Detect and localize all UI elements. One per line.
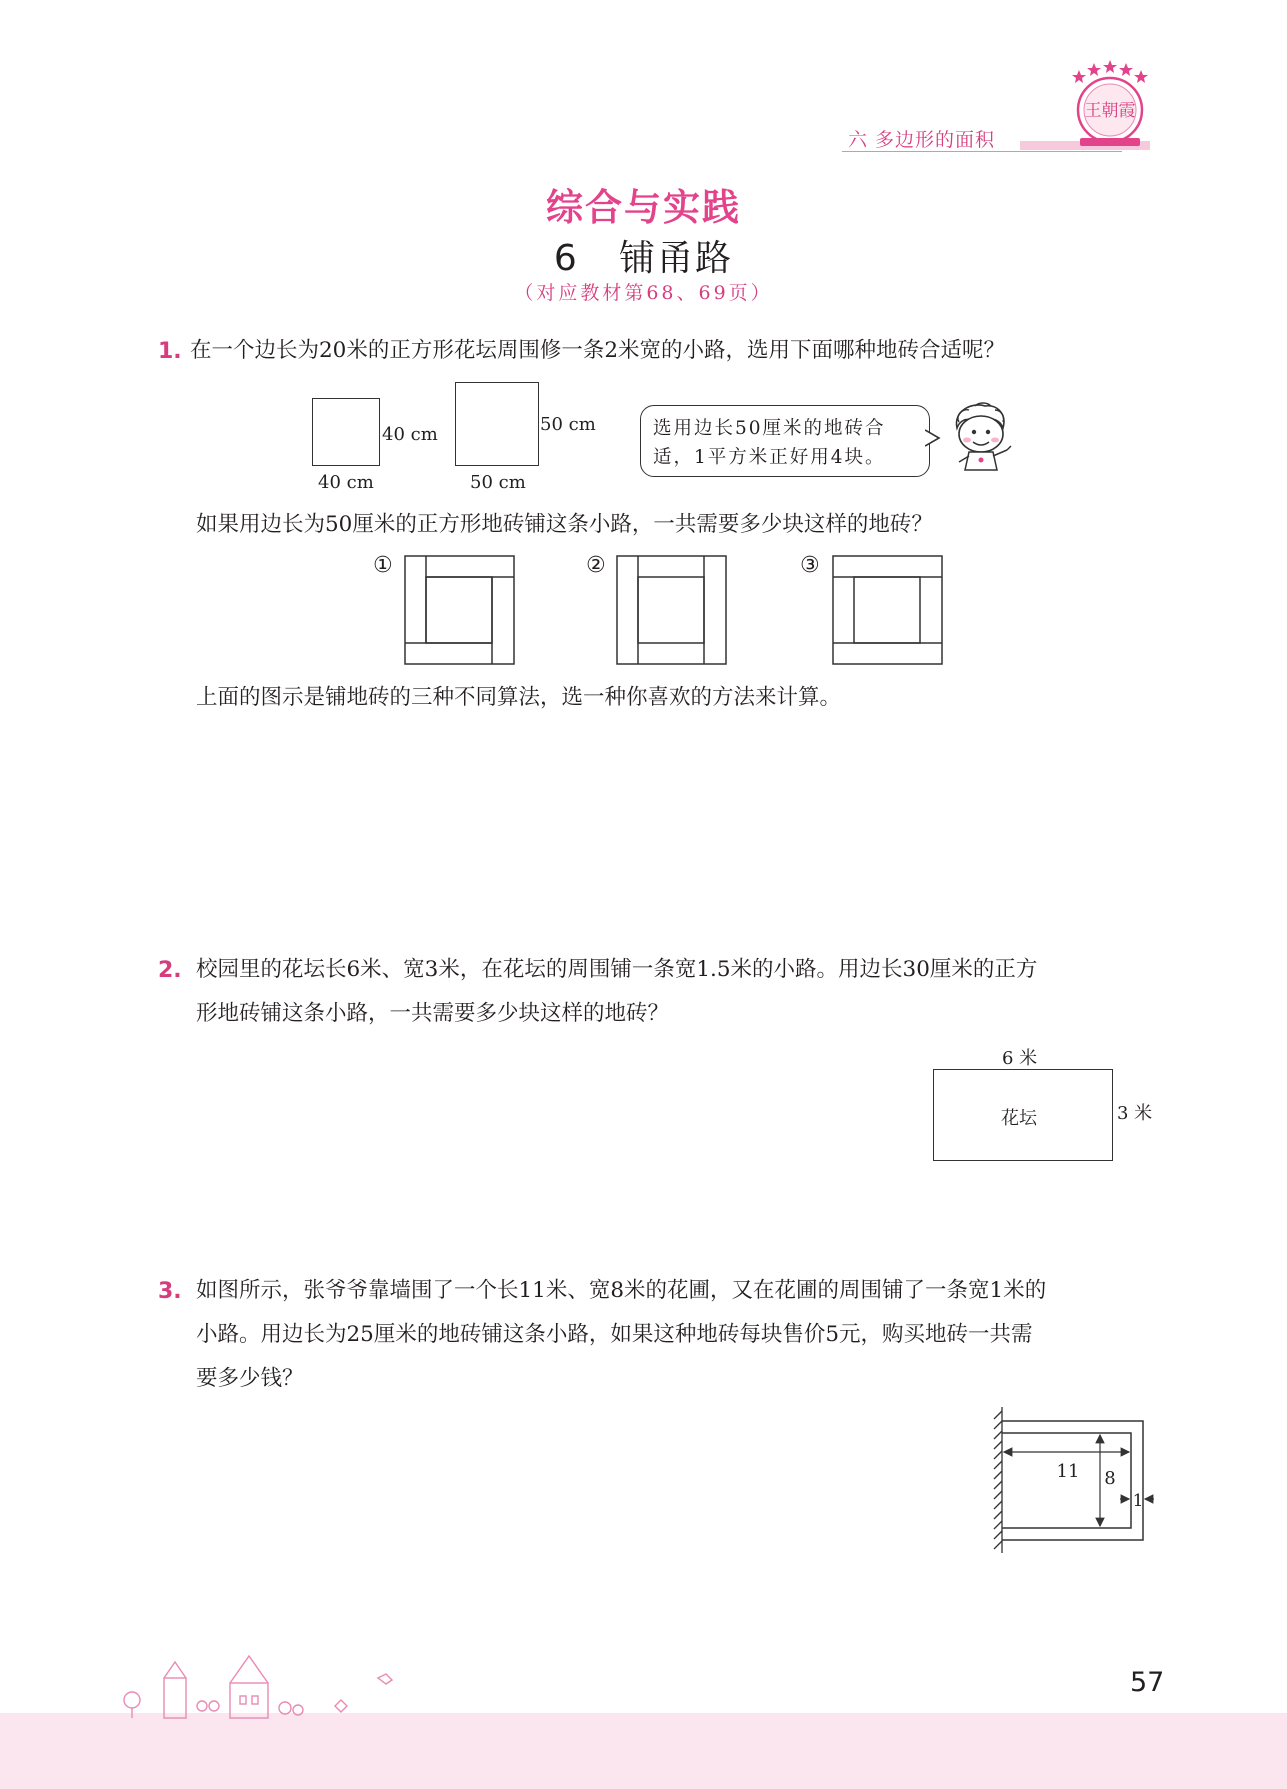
q3-path-label: 1	[1132, 1491, 1144, 1511]
garden-diagram	[990, 1405, 1155, 1555]
bubble-line-1: 选用边长50厘米的地砖合	[653, 418, 886, 439]
q2-length-label: 6 米	[1002, 1048, 1038, 1069]
q1-text: 在一个边长为20米的正方形花坛周围修一条2米宽的小路，选用下面哪种地砖合适呢？	[190, 338, 1006, 363]
bubble-line-2: 适，1平方米正好用4块。	[653, 447, 886, 468]
tile-40-bottom-label: 40 cm	[318, 472, 374, 493]
q3-width-label: 8	[1104, 1468, 1116, 1489]
lesson-title: 6 铺甬路	[553, 238, 734, 279]
tile-40-side-label: 40 cm	[382, 424, 438, 445]
q2-line-1: 校园里的花坛长6米、宽3米，在花坛的周围铺一条宽1.5米的小路。用边长30厘米的正方	[196, 957, 1038, 982]
q2-bed-label: 花坛	[1001, 1108, 1037, 1129]
tiling-diagram-3	[832, 555, 944, 666]
chapter-title: 六 多边形的面积	[848, 129, 996, 151]
q3-line-1: 如图所示，张爷爷靠墙围了一个长11米、宽8米的花圃，又在花圃的周围铺了一条宽1米的	[196, 1278, 1047, 1303]
q1-question: 如果用边长为50厘米的正方形地砖铺这条小路，一共需要多少块这样的地砖？	[196, 512, 933, 537]
bubble-tail	[925, 428, 941, 448]
tile-50-bottom-label: 50 cm	[470, 472, 526, 493]
publisher-logo	[1065, 58, 1155, 148]
q3-line-2: 小路。用边长为25厘米的地砖铺这条小路，如果这种地砖每块售价5元，购买地砖一共需	[196, 1322, 1033, 1347]
page-number: 57	[1130, 1667, 1165, 1698]
tiling-diagram-1	[404, 555, 516, 666]
q3-line-3: 要多少钱？	[196, 1366, 304, 1391]
option-2-label: ②	[586, 553, 606, 578]
footer-band	[0, 1713, 1287, 1789]
q1-number: 1.	[158, 339, 182, 364]
textbook-reference: （对应教材第68、69页）	[514, 282, 773, 304]
tile-40cm	[312, 398, 380, 466]
q2-width-label: 3 米	[1117, 1103, 1153, 1124]
section-title: 综合与实践	[546, 186, 741, 229]
tile-50-side-label: 50 cm	[540, 414, 596, 435]
tile-50cm	[455, 382, 539, 466]
speech-bubble	[640, 405, 930, 477]
option-1-label: ①	[373, 553, 393, 578]
boy-character-icon	[945, 400, 1015, 480]
footer-decoration-icon	[120, 1648, 400, 1720]
q2-number: 2.	[158, 958, 182, 983]
q2-line-2: 形地砖铺这条小路，一共需要多少块这样的地砖？	[196, 1001, 670, 1026]
option-3-label: ③	[800, 553, 820, 578]
logo-text: 王朝霞	[1084, 101, 1136, 121]
q3-number: 3.	[158, 1279, 182, 1304]
q3-length-label: 11	[1056, 1461, 1080, 1482]
tiling-diagram-2	[616, 555, 728, 666]
q1-instruction: 上面的图示是铺地砖的三种不同算法，选一种你喜欢的方法来计算。	[196, 685, 842, 710]
